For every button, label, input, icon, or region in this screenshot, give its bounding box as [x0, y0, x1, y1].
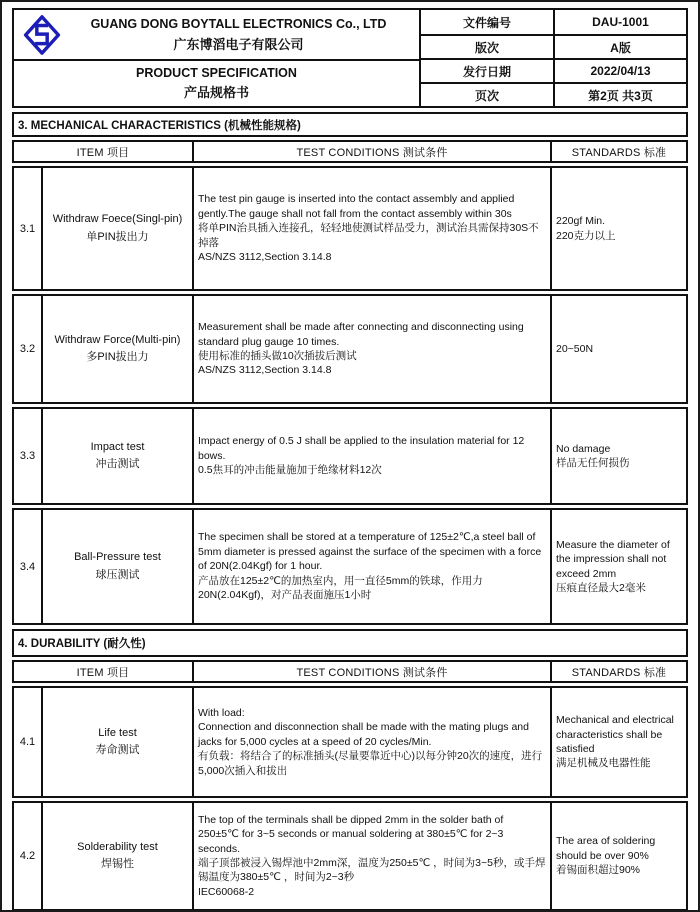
header-fields [419, 10, 686, 106]
item-line: Life test [98, 726, 137, 739]
field-label-doc-number: 文件编号 [419, 10, 553, 34]
condition-line: 端子顶部被浸入锡焊池中2mm深，温度为250±5℃ ，时间为3~5秒，或手焊锡温度为380±5℃ ，时间为2~3秒 [198, 857, 546, 884]
condition-line: AS/NZS 3112,Section 3.14.8 [198, 364, 332, 377]
row-number: 3.3 [19, 450, 36, 462]
field-label-revision: 版次 [419, 34, 553, 58]
condition-line: The top of the terminals shall be dipped 2mm in the solder bath of 250±5℃ for 3~5 seconds or manual soldering at 380±5℃ for 2~3 seconds. [198, 813, 504, 855]
table-header-row [12, 140, 688, 163]
doc-title-cn: 产品规格书 [183, 85, 249, 100]
field-label-page: 页次 [419, 82, 553, 106]
conditions-cell [192, 803, 550, 909]
field-label-issue-date: 发行日期 [419, 58, 553, 82]
standard-line: 20~50N [556, 342, 594, 355]
condition-line: 0.5焦耳的冲击能量施加于绝缘材料12次 [198, 464, 382, 477]
item-cell [41, 688, 192, 796]
conditions-cell [192, 168, 550, 289]
table-row [12, 686, 688, 798]
condition-line: Impact energy of 0.5 J shall be applied to the insulation material for 12 bows. [198, 435, 525, 462]
row-number: 4.1 [19, 736, 36, 748]
table-header-row [12, 660, 688, 683]
item-cell [41, 409, 192, 503]
document-header [12, 8, 688, 108]
condition-line: 使用标准的插头做10次插拔后测试 [198, 350, 357, 362]
column-header-conditions: TEST CONDITIONS 测试条件 [192, 142, 550, 161]
item-line: Ball-Pressure test [74, 551, 161, 564]
condition-line: Connection and disconnection shall be made with the mating plugs and jacks for 5,000 cycles at a speed of 20 cycles/Min. [198, 721, 529, 748]
item-line: Solderability test [77, 840, 158, 853]
section-title: 4. DURABILITY (耐久性) [12, 629, 688, 657]
item-cell [41, 168, 192, 289]
condition-line: With load: [198, 706, 245, 719]
company-logo-icon [23, 14, 61, 56]
conditions-cell [192, 296, 550, 402]
item-line: 球压测试 [95, 568, 140, 581]
item-cell [41, 296, 192, 402]
row-number: 3.4 [19, 560, 36, 573]
condition-line: AS/NZS 3112,Section 3.14.8 [198, 251, 332, 264]
table-row [12, 407, 688, 505]
conditions-cell [192, 510, 550, 623]
standards-cell [550, 296, 686, 402]
condition-line: 有负载：将结合了的标准插头(尽量要靠近中心)以每分钟20次的速度，进行5,000次插入和拔出 [198, 750, 543, 777]
standards-cell [550, 510, 686, 623]
column-header-standards: STANDARDS 标准 [550, 142, 686, 161]
item-line: 多PIN拔出力 [86, 351, 149, 363]
condition-line: 产品放在125±2℃的加热室内，用一直径5mm的铁球，作用力20N(2.04Kgf)，对产品表面施压1小时 [198, 574, 483, 602]
condition-line: IEC60068-2 [198, 885, 255, 898]
conditions-cell [192, 688, 550, 796]
row-number: 3.1 [19, 222, 36, 235]
company-logo [20, 14, 64, 56]
standards-cell [550, 409, 686, 503]
standard-line: 220gf Min. [556, 215, 606, 228]
field-value-page: 第2页 共3页 [553, 82, 686, 106]
item-line: 冲击测试 [95, 458, 140, 470]
column-header-item: ITEM 项目 [76, 666, 130, 679]
standard-line: 样品无任何损伤 [556, 457, 630, 469]
condition-line: 将单PIN治具插入连接孔，轻轻地使测试样品受力，测试治具需保持30S不掉落 [198, 222, 539, 249]
table-row [12, 508, 688, 625]
row-number: 4.2 [19, 850, 36, 862]
company-name-en: GUANG DONG BOYTALL ELECTRONICS Co., LTD [90, 16, 387, 31]
column-header-standards: STANDARDS 标准 [550, 662, 686, 681]
field-value-issue-date: 2022/04/13 [553, 58, 686, 82]
doc-title-block [14, 61, 419, 106]
item-line: Withdraw Force(Multi-pin) [54, 333, 181, 346]
table-row [12, 801, 688, 911]
standard-line: 220克力以上 [556, 229, 616, 242]
field-value-revision: A版 [553, 34, 686, 58]
column-header-item: ITEM 项目 [76, 146, 130, 159]
condition-line: The specimen shall be stored at a temperature of 125±2℃,a steel ball of 5mm diameter is pressed against the surface of the specimen with a force of 20N(2.04Kgf) for 1 hour. [198, 531, 542, 573]
standards-cell [550, 803, 686, 909]
standards-cell [550, 168, 686, 289]
item-cell [41, 803, 192, 909]
company-name-cn: 广东博滔电子有限公司 [173, 36, 304, 52]
company-block [14, 10, 419, 61]
standard-line: The area of soldering should be over 90% [556, 835, 656, 862]
doc-title-en: PRODUCT SPECIFICATION [136, 66, 297, 80]
standard-line: 着锡面积超过90% [556, 864, 641, 877]
standard-line: Measure the diameter of the impression shall not exceed 2mm [556, 538, 670, 580]
sections-container [12, 112, 688, 911]
section-title: 3. MECHANICAL CHARACTERISTICS (机械性能规格) [12, 112, 688, 137]
standard-line: No damage [556, 442, 611, 455]
column-header-conditions: TEST CONDITIONS 测试条件 [192, 662, 550, 681]
table-row [12, 166, 688, 291]
company-names [64, 17, 413, 53]
condition-line: The test pin gauge is inserted into the contact assembly and applied gently.The gauge shall not fall from the contact assembly within 30s [198, 193, 515, 220]
condition-line: Measurement shall be made after connecting and disconnecting using standard plug gauge 10 times. [198, 321, 524, 348]
standard-line: 满足机械及电器性能 [556, 757, 651, 770]
row-number: 3.2 [19, 343, 36, 355]
standard-line: 压痕直径最大2毫米 [556, 581, 646, 594]
conditions-cell [192, 409, 550, 503]
item-line: 寿命测试 [95, 744, 140, 756]
item-line: Withdraw Foece(Singl-pin) [52, 213, 183, 226]
item-line: 单PIN拔出力 [86, 230, 149, 243]
item-line: Impact test [90, 440, 145, 453]
field-value-doc-number: DAU-1001 [553, 10, 686, 34]
standards-cell [550, 688, 686, 796]
standard-line: Mechanical and electrical characteristics shall be satisfied [556, 714, 674, 755]
table-row [12, 294, 688, 404]
item-cell [41, 510, 192, 623]
item-line: 焊锡性 [101, 858, 134, 870]
header-left [14, 10, 419, 106]
